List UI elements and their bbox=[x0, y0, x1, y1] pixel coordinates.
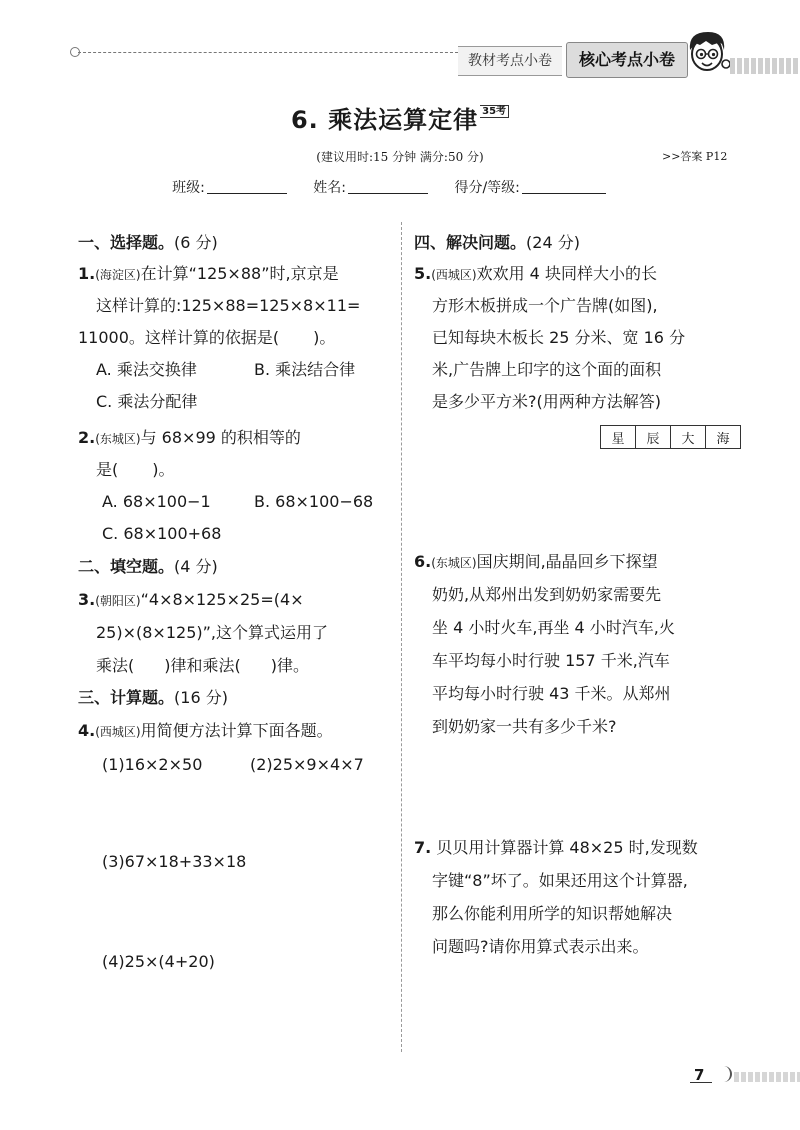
score-label: 得分/等级: bbox=[454, 180, 520, 196]
name-field[interactable] bbox=[348, 179, 428, 194]
question-7: 7. 贝贝用计算器计算 48×25 时,发现数 bbox=[414, 838, 698, 857]
section-choice-heading: 一、选择题。(6 分) bbox=[78, 233, 218, 252]
q2-option-c[interactable]: C. 68×100+68 bbox=[102, 524, 222, 543]
footer-stripe-decoration bbox=[734, 1072, 800, 1082]
q4-part-2: (2)25×9×4×7 bbox=[250, 755, 364, 774]
q2-option-b[interactable]: B. 68×100−68 bbox=[254, 492, 374, 511]
name-label: 姓名: bbox=[313, 180, 346, 196]
section-solve-heading: 四、解决问题。(24 分) bbox=[414, 233, 580, 252]
question-4: 4.(西城区)用简便方法计算下面各题。 bbox=[78, 721, 333, 740]
time-score-info: (建议用时:15 分钟 满分:50 分) bbox=[316, 150, 484, 164]
q1-option-c[interactable]: C. 乘法分配律 bbox=[96, 392, 198, 411]
question-2: 2.(东城区)与 68×99 的积相等的 bbox=[78, 428, 301, 447]
page-number: 7 bbox=[694, 1066, 705, 1084]
student-info-fields bbox=[0, 177, 800, 197]
mascot-boy-icon bbox=[682, 28, 732, 80]
class-label: 班级: bbox=[172, 180, 205, 196]
q2-option-a[interactable]: A. 68×100−1 bbox=[102, 492, 211, 511]
plank-3: 大 bbox=[671, 426, 706, 449]
page-number-underline bbox=[690, 1082, 712, 1083]
section-fill-heading: 二、填空题。(4 分) bbox=[78, 557, 218, 576]
plank-1: 星 bbox=[601, 426, 636, 449]
q1-option-a[interactable]: A. 乘法交换律 bbox=[96, 360, 197, 379]
section-calc-heading: 三、计算题。(16 分) bbox=[78, 688, 228, 707]
question-3: 3.(朝阳区)“4×8×125×25=(4× bbox=[78, 590, 304, 609]
plank-2: 辰 bbox=[636, 426, 671, 449]
page-title: 6. 乘法运算定律 $^{35考}$ bbox=[0, 100, 800, 135]
q4-part-1: (1)16×2×50 bbox=[102, 755, 203, 774]
header-tab-core: 核心考点小卷 bbox=[566, 42, 688, 78]
answer-reference: >>答案 P12 bbox=[662, 150, 728, 163]
score-field[interactable] bbox=[522, 179, 606, 194]
class-field[interactable] bbox=[207, 179, 287, 194]
question-5: 5.(西城区)欢欢用 4 块同样大小的长 bbox=[414, 264, 657, 283]
plank-4: 海 bbox=[706, 426, 741, 449]
column-divider bbox=[401, 222, 402, 1052]
page-number-bracket bbox=[716, 1066, 732, 1082]
q4-part-4: (4)25×(4+20) bbox=[102, 952, 215, 971]
q4-part-3: (3)67×18+33×18 bbox=[102, 852, 247, 871]
q1-option-b[interactable]: B. 乘法结合律 bbox=[254, 360, 356, 379]
header-tab-textbook: 教材考点小卷 bbox=[458, 46, 562, 76]
billboard-figure bbox=[600, 425, 741, 449]
header-stripe-decoration bbox=[730, 58, 800, 74]
exam-count-badge: 35考 bbox=[480, 105, 509, 118]
question-1: 1.(海淀区)在计算“125×88”时,京京是 bbox=[78, 264, 339, 283]
question-6: 6.(东城区)国庆期间,晶晶回乡下探望 bbox=[414, 552, 658, 571]
header-dashed-line bbox=[78, 52, 458, 53]
